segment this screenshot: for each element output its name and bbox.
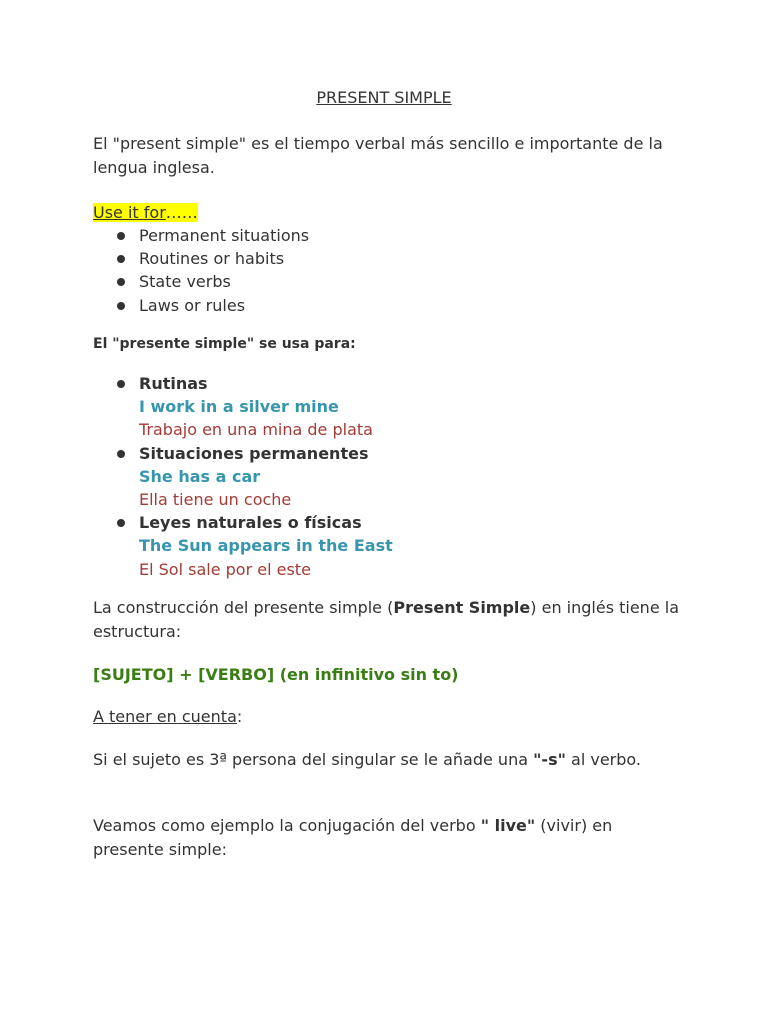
list-item: Laws or rules <box>93 294 683 317</box>
example-heading: Situaciones permanentes <box>139 443 369 463</box>
example-heading: Rutinas <box>139 374 208 393</box>
construccion-bold: Present Simple <box>393 598 531 617</box>
veamos-paragraph <box>93 814 683 861</box>
sujeto-rule-before: Si el sujeto es 3ª persona del singular se le añade una <box>93 750 534 769</box>
example-english: I work in a silver mine <box>139 397 339 417</box>
sujeto-rule-after: al verbo. <box>565 750 641 769</box>
sujeto-rule-bold: "-s" <box>533 750 566 769</box>
list-item: State verbs <box>93 270 683 293</box>
document-title: PRESENT SIMPLE <box>316 88 452 107</box>
a-tener-en-cuenta-colon: : <box>236 707 243 726</box>
use-it-for-heading <box>93 201 683 225</box>
example-english: She has a car <box>139 466 261 486</box>
construccion-paragraph <box>93 596 683 643</box>
example-item <box>93 442 683 512</box>
examples-list <box>93 372 683 581</box>
example-heading: Leyes naturales o físicas <box>139 513 362 533</box>
a-tener-en-cuenta-heading <box>93 705 683 729</box>
construccion-text-after: ) en inglés tiene la estructura: <box>93 598 679 641</box>
example-spanish: El Sol sale por el este <box>139 559 311 579</box>
construccion-text-before: La construcción del presente simple ( <box>93 598 394 617</box>
list-item: Routines or habits <box>93 247 683 270</box>
uses-list <box>93 224 683 317</box>
use-it-for-highlight: Use it for <box>93 203 166 222</box>
example-item <box>93 511 683 581</box>
intro-paragraph: El "present simple" es el tiempo verbal más sencillo e importante de la lengua inglesa. <box>93 134 663 177</box>
se-usa-para-heading: El "presente simple" se usa para: <box>93 336 356 352</box>
structure-formula: [SUJETO] + [VERBO] (en infinitivo sin to) <box>93 665 459 684</box>
example-spanish: Ella tiene un coche <box>139 490 292 510</box>
sujeto-rule-paragraph <box>93 748 683 772</box>
veamos-bold: " live" <box>480 816 536 835</box>
example-item <box>93 372 683 442</box>
list-item: Permanent situations <box>93 224 683 247</box>
example-english: The Sun appears in the East <box>139 536 393 556</box>
veamos-after: (vivir) en presente simple: <box>93 816 613 859</box>
use-it-for-dots: …… <box>165 203 198 222</box>
a-tener-en-cuenta-underlined: A tener en cuenta <box>93 707 237 726</box>
example-spanish: Trabajo en una mina de plata <box>139 420 373 440</box>
veamos-before: Veamos como ejemplo la conjugación del verbo <box>93 816 481 835</box>
